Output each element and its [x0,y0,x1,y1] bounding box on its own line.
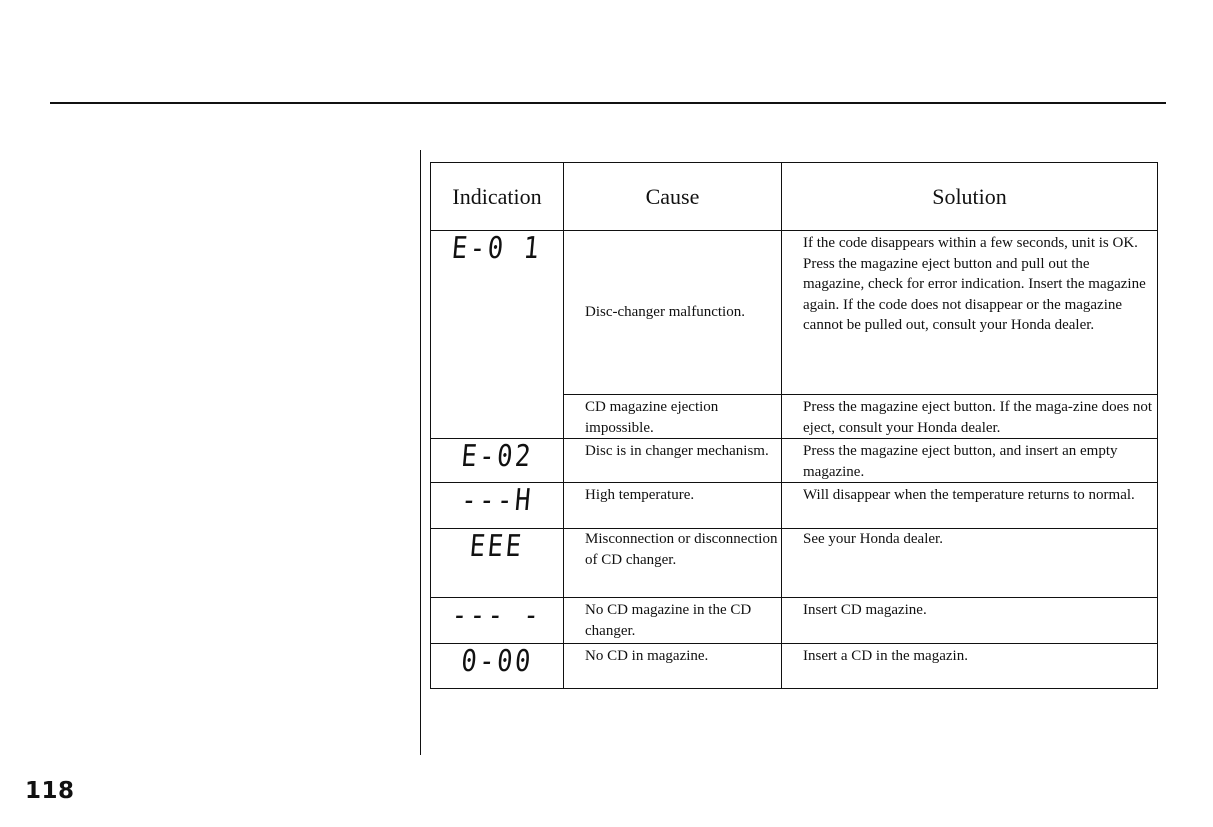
indication-cell [431,231,564,439]
indication-code: E-0 1 [450,231,544,266]
indication-cell [431,529,564,598]
cause-cell [564,231,782,395]
cause-cell [564,529,782,598]
top-rule [50,102,1166,104]
header-indication: Indication [431,163,564,231]
solution-text: If the code disappears within a few seconds, unit is OK. Press the magazine eject button and pull out the magazine, check for error indication. Insert the magazine again. If the code does not disappear or the magazine cannot be pulled out, consult your Honda dealer. [803,235,1146,333]
column-rule [420,150,421,755]
indication-code: --- - [450,598,544,633]
cause-text: Disc-changer malfunction. [585,304,745,321]
indication-code: 0-00 [459,644,535,679]
cause-text: High temperature. [585,487,695,503]
table-row [431,483,1158,529]
page-number: 118 [25,778,75,804]
cause-cell [564,395,782,439]
table-row [431,529,1158,598]
header-cause: Cause [564,163,782,231]
table-row [431,231,1158,395]
table-header-row [431,163,1158,231]
cause-cell [564,598,782,644]
indication-cell [431,598,564,644]
table-row [431,439,1158,483]
indication-cell [431,439,564,483]
cause-cell [564,644,782,689]
cause-text: Disc is in changer mechanism. [585,443,769,459]
solution-text: Insert a CD in the magazin. [803,648,968,664]
cause-text: No CD in magazine. [585,648,709,664]
solution-text: Press the magazine eject button, and insert an empty magazine. [803,443,1118,480]
solution-cell [782,483,1158,529]
solution-cell [782,439,1158,483]
indication-cell [431,644,564,689]
cause-cell [564,483,782,529]
troubleshooting-table [430,162,1158,689]
solution-cell [782,395,1158,439]
solution-cell [782,529,1158,598]
solution-cell [782,644,1158,689]
cause-text: Misconnection or disconnection of CD changer. [585,531,778,568]
solution-cell [782,231,1158,395]
solution-text: See your Honda dealer. [803,531,943,547]
cause-text: CD magazine ejection impossible. [585,399,719,436]
cause-text: No CD magazine in the CD changer. [585,602,752,639]
cause-cell [564,439,782,483]
table-row [431,644,1158,689]
indication-code: E-02 [459,439,535,474]
header-solution: Solution [782,163,1158,231]
indication-code: ---H [459,483,535,518]
solution-text: Insert CD magazine. [803,602,927,618]
table-row [431,598,1158,644]
solution-cell [782,598,1158,644]
solution-text: Press the magazine eject button. If the maga-zine does not eject, consult your Honda dealer. [803,399,1153,436]
indication-cell [431,483,564,529]
indication-code: EEE [468,529,526,564]
solution-text: Will disappear when the temperature returns to normal. [803,487,1135,503]
